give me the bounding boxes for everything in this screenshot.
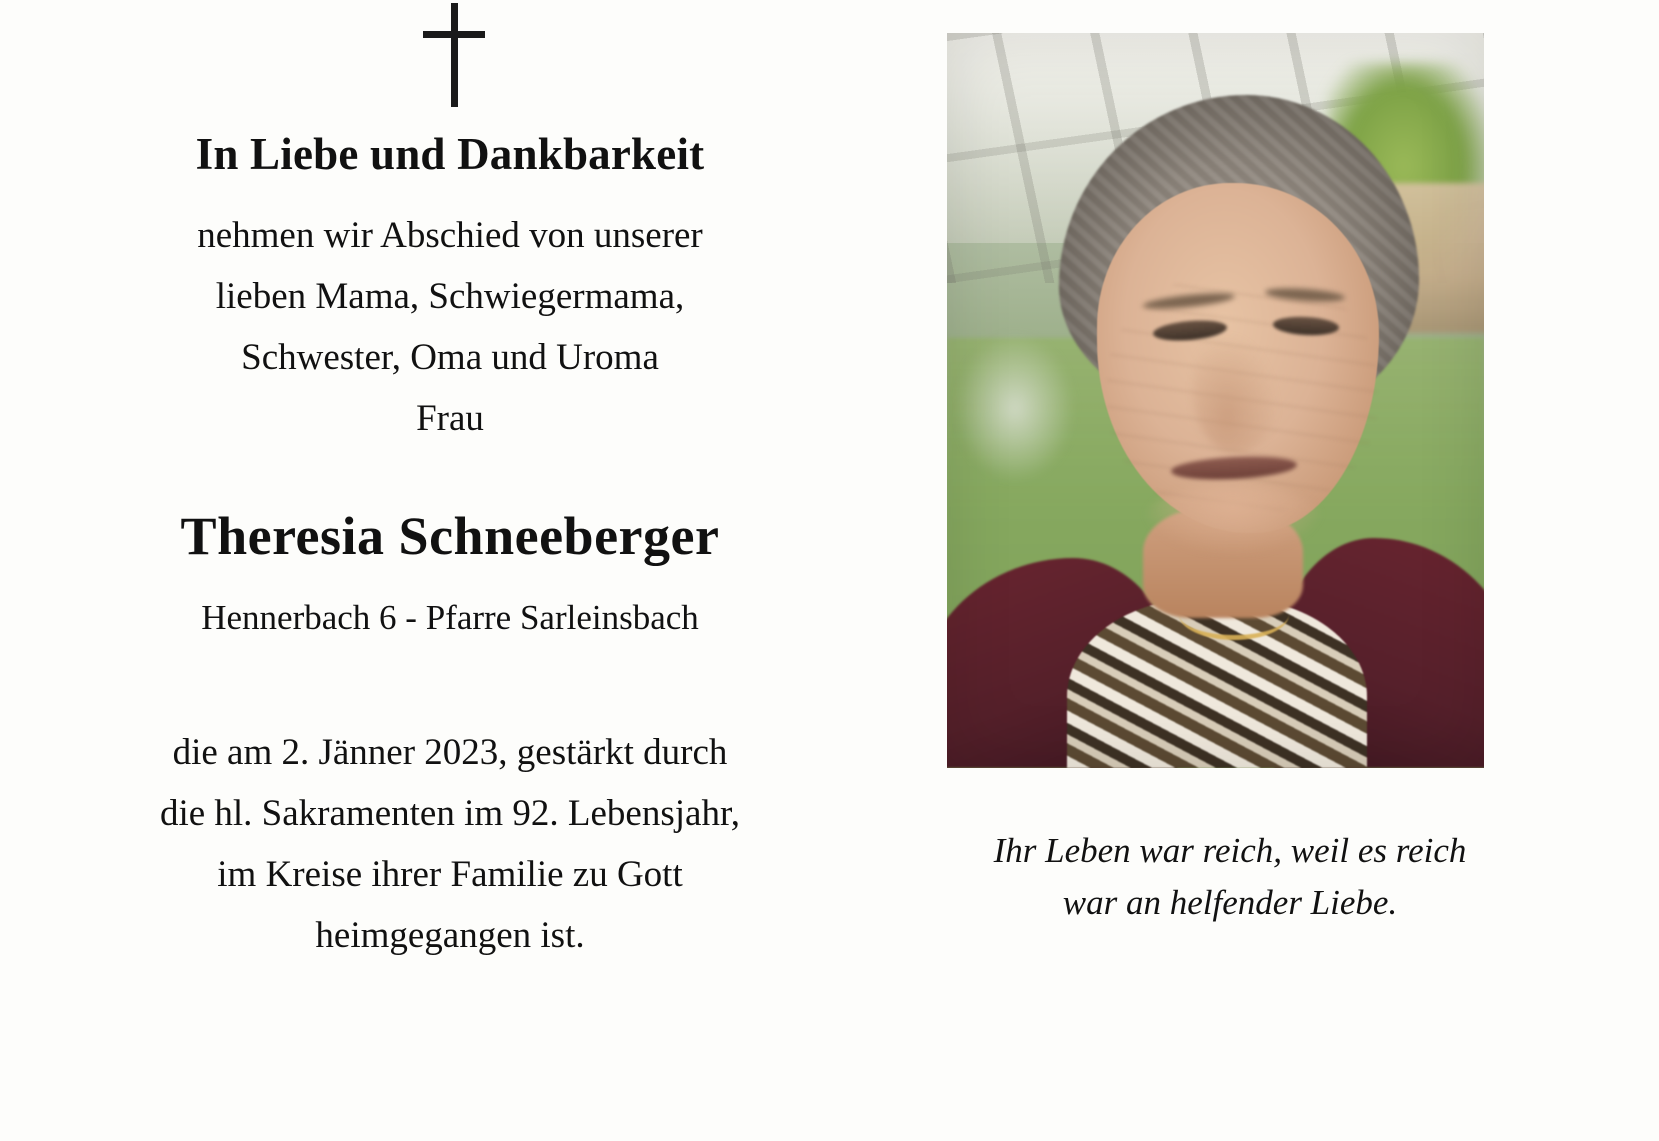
passage-line-2: die hl. Sakramenten im 92. Lebensjahr,: [159, 793, 741, 834]
deceased-address: Hennerbach 6 - Pfarre Sarleinsbach: [201, 598, 699, 637]
passage-line-4: heimgegangen ist.: [315, 915, 585, 956]
cross-icon-wrapper: [0, 0, 900, 110]
headline: In Liebe und Dankbarkeit: [195, 129, 705, 179]
portrait-photo: [947, 33, 1484, 768]
intro-line-1: nehmen wir Abschied von unserer: [197, 215, 703, 256]
passage-line-1: die am 2. Jänner 2023, gestärkt durch: [172, 732, 728, 773]
intro-line-4: Frau: [416, 398, 484, 439]
deceased-name: Theresia Schneeberger: [180, 506, 720, 566]
intro-line-2: lieben Mama, Schwiegermama,: [215, 276, 685, 317]
passing-text: [0, 722, 900, 966]
caption-line-2: war an helfender Liebe.: [1062, 883, 1398, 922]
memorial-photo-column: [900, 0, 1659, 1141]
intro-line-3: Schwester, Oma und Uroma: [241, 337, 659, 378]
photo-caption: [920, 825, 1540, 929]
cross-icon: [423, 3, 485, 107]
cross-vertical-bar: [451, 3, 458, 107]
photo-vignette: [947, 33, 1484, 768]
intro-text: [0, 205, 900, 449]
caption-line-1: Ihr Leben war reich, weil es reich: [993, 831, 1467, 870]
passage-line-3: im Kreise ihrer Familie zu Gott: [217, 854, 683, 895]
cross-horizontal-bar: [423, 31, 485, 38]
